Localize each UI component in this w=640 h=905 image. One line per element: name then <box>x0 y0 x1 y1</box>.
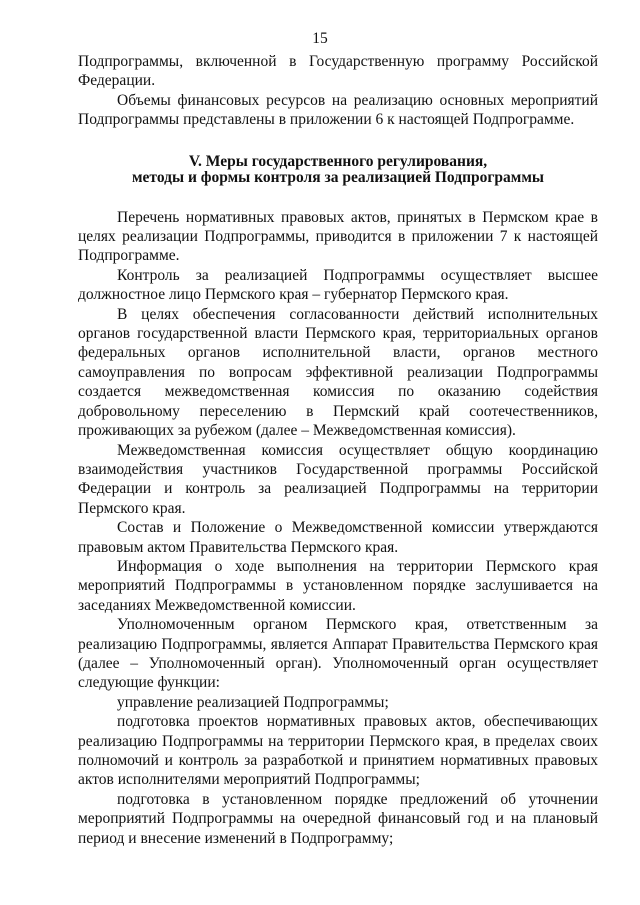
paragraph-progress-info: Информация о ходе выполнения на территории Пермского края мероприятий Подпрограммы в установленном порядке заслушивается на заседаниях Межведомственной комиссии. <box>78 557 598 614</box>
section-title-line-1: V. Меры государственного регулирования, <box>188 152 488 170</box>
paragraph-commission-creation: В целях обеспечения согласованности действий исполнительных органов государственной власти Пермского края, территориальных органов федеральных органов исполнительной власти, органов местного самоуправления по вопросам эффективной реализации Подпрограммы создается межведомственная комиссия по оказанию содействия добровольному переселению в Пермский край соотечественников, проживающих за рубежом (далее – Межведомственная комиссия). <box>78 305 598 440</box>
paragraph-control: Контроль за реализацией Подпрограммы осуществляет высшее должностное лицо Пермского края – губернатор Пермского края. <box>78 266 598 304</box>
section-heading <box>78 154 598 186</box>
section-title-line-2: методы и формы контроля за реализацией Подпрограммы <box>131 168 545 186</box>
paragraph-legal-acts: Перечень нормативных правовых актов, принятых в Пермском крае в целях реализации Подпрограммы, приводится в приложении 7 к настоящей Подпрограмме. <box>78 208 598 265</box>
paragraph-function-management: управление реализацией Подпрограммы; <box>117 693 389 711</box>
paragraph-commission-coordination: Межведомственная комиссия осуществляет общую координацию взаимодействия участников Государственной программы Российской Федерации и контроль за реализацией Подпрограммы на территории Пермского края. <box>78 441 598 517</box>
paragraph-function-drafting: подготовка проектов нормативных правовых актов, обеспечивающих реализацию Подпрограммы на территории Пермского края, в пределах своих полномочий и контроль за разработкой и принятием нормативных правовых актов исполнителями мероприятий Подпрограммы; <box>78 713 598 789</box>
intro-paragraph-2: Объемы финансовых ресурсов на реализацию основных мероприятий Подпрограммы представлены в приложении 6 к настоящей Подпрограмме. <box>78 91 598 129</box>
page-content <box>78 52 598 848</box>
paragraph-function-proposals: подготовка в установленном порядке предложений об уточнении мероприятий Подпрограммы на очередной финансовый год и на плановый период и внесение изменений в Подпрограмму; <box>78 790 598 847</box>
page-number: 15 <box>312 30 328 47</box>
intro-paragraph-1: Подпрограммы, включенной в Государственную программу Российской Федерации. <box>78 53 598 90</box>
paragraph-commission-composition: Состав и Положение о Межведомственной комиссии утверждаются правовым актом Правительства Пермского края. <box>78 519 598 556</box>
paragraph-authorized-body: Уполномоченным органом Пермского края, ответственным за реализацию Подпрограммы, является Аппарат Правительства Пермского края (далее – Уполномоченный орган). Уполномоченный орган осуществляет следующие функции: <box>78 616 598 692</box>
